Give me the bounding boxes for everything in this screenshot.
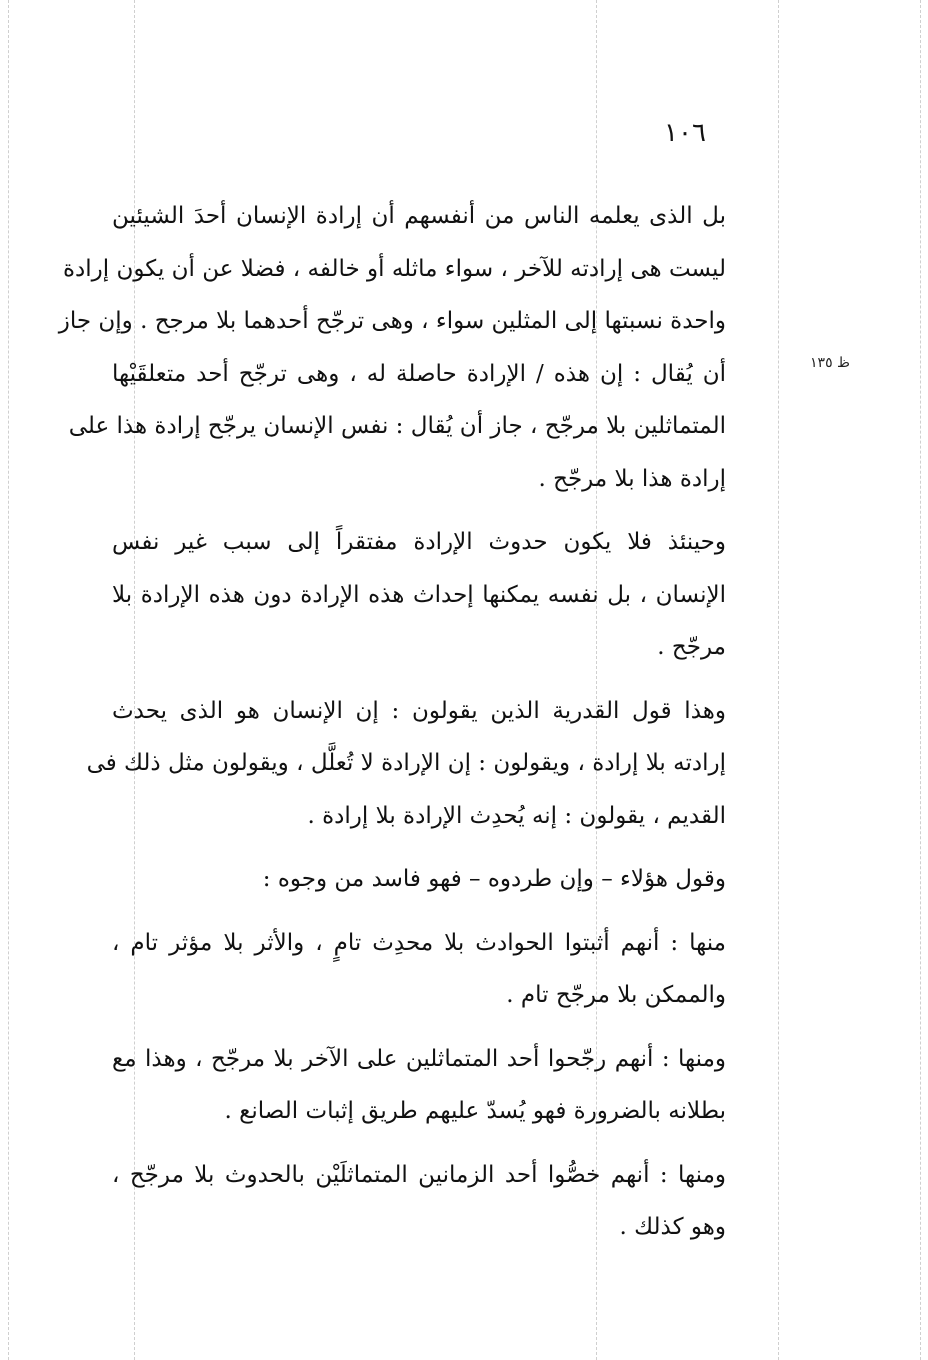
text-line: الإنسان ، بل نفسه يمكنها إحداث هذه الإرادة دون هذه الإرادة بلا [112, 581, 726, 608]
text-line: بل الذى يعلمه الناس من أنفسهم أن إرادة الإنسان أحدَ الشيئين [112, 203, 726, 229]
paragraph [112, 917, 752, 1022]
paragraph [112, 516, 752, 674]
paragraph [112, 1033, 752, 1138]
column-guide [8, 0, 9, 1360]
text-line: والممكن بلا مرجّح تام . [506, 982, 726, 1008]
text-line: وقول هؤلاء – وإن طردوه – فهو فاسد من وجوه : [262, 866, 726, 892]
paragraph [86, 685, 752, 843]
text-line: ومنها : أنهم خصُّوا أحد الزمانين المتماثلَيْن بالحدوث بلا مرجّح ، [112, 1161, 726, 1188]
text-line: وهو كذلك . [619, 1214, 726, 1240]
text-line: ليست هى إرادته للآخر ، سواء ماثله أو خالفه ، فضلا عن أن يكون إرادة [62, 255, 726, 282]
text-line: وهذا قول القدرية الذين يقولون : إن الإنسان هو الذى يحدث [112, 697, 726, 724]
text-line: المتماثلين بلا مرجّح ، جاز أن يُقال : نفس الإنسان يرجّح إرادة هذا على [68, 413, 726, 439]
text-line: وحينئذ فلا يكون حدوث الإرادة مفتقراً إلى سبب غير نفس [112, 529, 726, 555]
page-number: ١٠٦ [664, 118, 706, 148]
text-line: أن يُقال : إن هذه / الإرادة حاصلة له ، وهى ترجّح أحد متعلقَيْها [112, 360, 726, 387]
text-line: مرجّح . [657, 634, 726, 660]
margin-note: ظ ١٣٥ [810, 355, 850, 371]
text-line: إرادة هذا بلا مرجّح . [538, 465, 726, 492]
paragraph [112, 1149, 752, 1254]
text-line: منها : أنهم أثبتوا الحوادث بلا محدِث تامٍ ، والأثر بلا مؤثر تام ، [112, 929, 726, 956]
column-guide [778, 0, 779, 1360]
text-line: إرادته بلا إرادة ، ويقولون : إن الإرادة لا تُعلَّل ، ويقولون مثل ذلك فى [86, 750, 726, 776]
text-line: بطلانه بالضرورة فهو يُسدّ عليهم طريق إثبات الصانع . [224, 1098, 726, 1124]
text-line: القديم ، يقولون : إنه يُحدِث الإرادة بلا إرادة . [307, 802, 726, 829]
paragraph [112, 853, 752, 906]
text-line: ومنها : أنهم رجّحوا أحد المتماثلين على الآخر بلا مرجّح ، وهذا مع [112, 1045, 726, 1072]
column-guide [920, 0, 921, 1360]
body-text [58, 190, 752, 1265]
paragraph [58, 190, 752, 505]
text-line: واحدة نسبتها إلى المثلين سواء ، وهى ترجّح أحدهما بلا مرجح . وإن جاز [58, 308, 726, 334]
